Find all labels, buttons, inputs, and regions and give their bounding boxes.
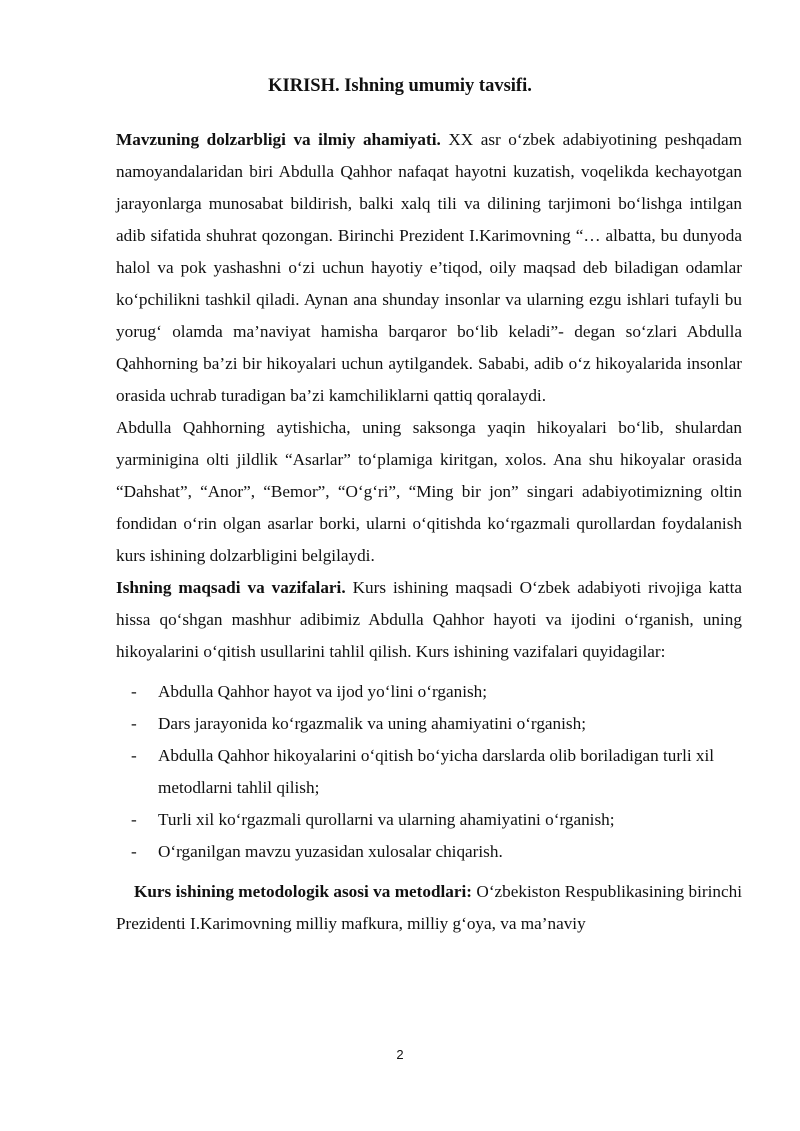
relevance-text: XX asr o‘zbek adabiyotining peshqadam namoyandalaridan biri Abdulla Qahhor nafaqat hayotni kuzatish, voqelikda kechayotgan jarayonlarga munosabat bildirish, balki xalq tili va dilining tarjimoni bo‘lishga intilgan adib sifatida shuhrat qozongan. Birinchi Prezident I.Karimovning “… albatta, bu dunyoda halol va pok yashashni o‘zi uchun hayotiy e’tiqod, oily maqsad deb biladigan odamlar ko‘pchilikni tashkil qiladi. Aynan ana shunday insonlar va ularning ezgu ishlari tufayli bu yorug‘ olamda ma’naviyat hamisha barqaror bo‘lib keladi”- degan so‘zlari Abdulla Qahhorning ba’zi bir hikoyalari uchun aytilgandek. Sababi, adib o‘z hikoyalarida insonlar orasida uchrab turadigan ba’zi kamchiliklarni qattiq qoralaydi. <box>116 130 743 405</box>
list-marker: - <box>131 682 137 701</box>
document-body <box>116 124 742 940</box>
list-marker: - <box>131 746 137 765</box>
relevance-heading: Mavzuning dolzarbligi va ilmiy ahamiyati. <box>116 130 441 149</box>
list-marker: - <box>131 842 137 861</box>
goals-text: Kurs ishining maqsadi O‘zbek adabiyoti rivojiga katta hissa qo‘shgan mashhur adibimiz Abdulla Qahhor hayoti va ijodini o‘rganish, uning hikoyalarini o‘qitish usullarini tahlil qilish. Kurs ishining vazifalari quyidagilar: <box>116 578 742 661</box>
list-item <box>116 708 742 740</box>
list-item-text: Abdulla Qahhor hayot va ijod yo‘lini o‘rganish; <box>158 682 488 701</box>
list-item <box>116 804 742 836</box>
stories-paragraph: Abdulla Qahhorning aytishicha, uning saksonga yaqin hikoyalari bo‘lib, shulardan yarminigina olti jildlik “Asarlar” to‘plamiga kiritgan, xolos. Ana shu hikoyalar orasida “Dahshat”, “Anor”, “Bemor”, “O‘g‘ri”, “Ming bir jon” singari adabiyotimizning oltin fondidan o‘rin olgan asarlar borki, ularni o‘qitishda ko‘rgazmali qurollardan foydalanish kurs ishining dolzarbligini belgilaydi. <box>116 418 742 565</box>
list-item <box>116 836 742 868</box>
page-number: 2 <box>396 1047 404 1062</box>
page-title: KIRISH. Ishning umumiy tavsifi. <box>268 76 532 96</box>
list-marker: - <box>131 810 137 829</box>
goals-paragraph <box>116 572 742 668</box>
methodology-text: O‘zbekiston Respublikasining birinchi Prezidenti I.Karimovning milliy mafkura, milliy g‘oya, va ma’naviy <box>116 882 742 933</box>
list-item-text: Turli xil ko‘rgazmali qurollarni va ularning ahamiyatini o‘rganish; <box>158 810 615 829</box>
list-item-text: Dars jarayonida ko‘rgazmalik va uning ahamiyatini o‘rganish; <box>158 714 586 733</box>
methodology-paragraph <box>116 876 742 940</box>
list-marker: - <box>131 714 137 733</box>
task-list <box>116 676 742 868</box>
list-item-text: Abdulla Qahhor hikoyalarini o‘qitish bo‘yicha darslarda olib boriladigan turli xil metodlarni tahlil qilish; <box>158 746 715 797</box>
list-item <box>116 676 742 708</box>
list-item-text: O‘rganilgan mavzu yuzasidan xulosalar chiqarish. <box>158 842 503 861</box>
goals-heading: Ishning maqsadi va vazifalari. <box>116 578 346 597</box>
methodology-heading: Kurs ishining metodologik asosi va metodlari: <box>134 882 473 901</box>
list-item <box>116 740 742 804</box>
relevance-paragraph <box>116 124 742 412</box>
